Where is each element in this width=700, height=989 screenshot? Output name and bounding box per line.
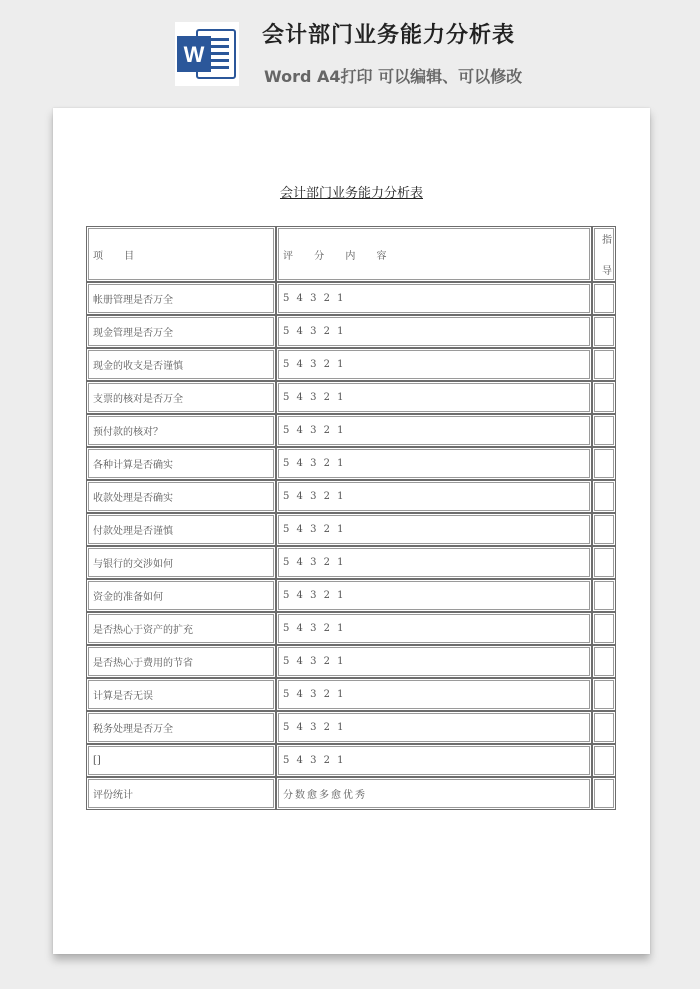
row-guide bbox=[592, 480, 616, 513]
row-item: 是否热心于费用的节省 bbox=[86, 645, 276, 678]
row-guide bbox=[592, 348, 616, 381]
table-header-row bbox=[86, 226, 616, 282]
row-content: 5 4 3 2 1 bbox=[276, 480, 592, 513]
table-row bbox=[86, 612, 616, 645]
row-item: 付款处理是否谨慎 bbox=[86, 513, 276, 546]
row-guide bbox=[592, 447, 616, 480]
row-item: 各种计算是否确实 bbox=[86, 447, 276, 480]
row-content: 5 4 3 2 1 bbox=[276, 744, 592, 777]
table-row bbox=[86, 579, 616, 612]
row-item: 计算是否无误 bbox=[86, 678, 276, 711]
row-guide bbox=[592, 513, 616, 546]
row-content: 5 4 3 2 1 bbox=[276, 513, 592, 546]
document-page bbox=[53, 108, 650, 954]
header-guide bbox=[592, 226, 616, 282]
row-item: 帐册管理是否万全 bbox=[86, 282, 276, 315]
row-item: 评份统计 bbox=[86, 777, 276, 810]
table-row bbox=[86, 711, 616, 744]
row-item: 现金的收支是否谨慎 bbox=[86, 348, 276, 381]
word-icon bbox=[175, 22, 239, 86]
page-header bbox=[0, 0, 700, 100]
row-content: 5 4 3 2 1 bbox=[276, 678, 592, 711]
row-content: 5 4 3 2 1 bbox=[276, 579, 592, 612]
header-guide-top: 指 bbox=[602, 235, 612, 246]
row-guide bbox=[592, 777, 616, 810]
table-row bbox=[86, 678, 616, 711]
row-content: 5 4 3 2 1 bbox=[276, 282, 592, 315]
row-guide bbox=[592, 381, 616, 414]
table-row bbox=[86, 414, 616, 447]
table-row bbox=[86, 744, 616, 777]
row-content: 5 4 3 2 1 bbox=[276, 612, 592, 645]
row-item: 税务处理是否万全 bbox=[86, 711, 276, 744]
row-guide bbox=[592, 579, 616, 612]
header-guide-bottom: 导 bbox=[602, 266, 612, 277]
row-item: 收款处理是否确实 bbox=[86, 480, 276, 513]
row-item: 是否热心于资产的扩充 bbox=[86, 612, 276, 645]
row-content: 5 4 3 2 1 bbox=[276, 348, 592, 381]
row-item: 资金的准备如何 bbox=[86, 579, 276, 612]
table-row bbox=[86, 513, 616, 546]
row-content: 5 4 3 2 1 bbox=[276, 381, 592, 414]
row-item: 与银行的交涉如何 bbox=[86, 546, 276, 579]
header-subtitle: Word A4打印 可以编辑、可以修改 bbox=[264, 67, 523, 86]
table-row bbox=[86, 348, 616, 381]
row-guide bbox=[592, 282, 616, 315]
table-row bbox=[86, 777, 616, 810]
row-content: 5 4 3 2 1 bbox=[276, 447, 592, 480]
row-guide bbox=[592, 612, 616, 645]
header-item: 项 目 bbox=[86, 226, 276, 282]
table-row bbox=[86, 315, 616, 348]
row-guide bbox=[592, 711, 616, 744]
evaluation-table bbox=[86, 226, 616, 810]
header-content: 评 分 内 容 bbox=[276, 226, 592, 282]
row-content: 5 4 3 2 1 bbox=[276, 711, 592, 744]
row-guide bbox=[592, 315, 616, 348]
row-guide bbox=[592, 744, 616, 777]
table-row bbox=[86, 381, 616, 414]
row-guide bbox=[592, 645, 616, 678]
row-item: 现金管理是否万全 bbox=[86, 315, 276, 348]
table-row bbox=[86, 546, 616, 579]
table-row bbox=[86, 645, 616, 678]
table-row bbox=[86, 480, 616, 513]
row-guide bbox=[592, 546, 616, 579]
header-title: 会计部门业务能力分析表 bbox=[262, 23, 516, 48]
row-guide bbox=[592, 678, 616, 711]
row-content: 5 4 3 2 1 bbox=[276, 645, 592, 678]
svg-text:W: W bbox=[183, 42, 205, 67]
row-item: 支票的核对是否万全 bbox=[86, 381, 276, 414]
row-content: 5 4 3 2 1 bbox=[276, 546, 592, 579]
table-row bbox=[86, 282, 616, 315]
row-item: 预付款的核对？ bbox=[86, 414, 276, 447]
row-content: 5 4 3 2 1 bbox=[276, 414, 592, 447]
row-guide bbox=[592, 414, 616, 447]
row-content: 分数愈多愈优秀 bbox=[276, 777, 592, 810]
row-content: 5 4 3 2 1 bbox=[276, 315, 592, 348]
document-title: 会计部门业务能力分析表 bbox=[279, 186, 423, 201]
table-row bbox=[86, 447, 616, 480]
row-item: [] bbox=[86, 744, 276, 777]
